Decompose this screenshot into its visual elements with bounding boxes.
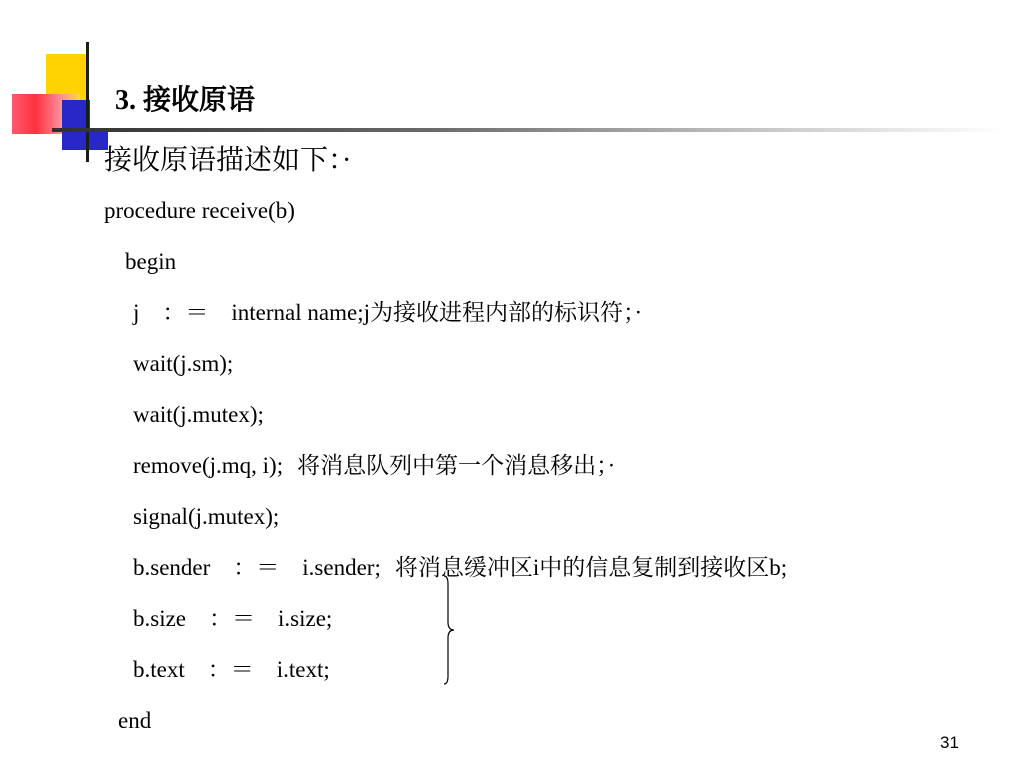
code-line-procedure: procedure receive(b) (104, 198, 295, 223)
code-comment: 将消息缓冲区i中的信息复制到接收区b; (394, 555, 788, 580)
decor-blue-square-cutout (90, 100, 108, 128)
code-line-remove (133, 452, 615, 480)
code-line-wait-sm: wait(j.sm); (133, 351, 234, 376)
code-comment: j为接收进程内部的标识符；· (363, 300, 643, 325)
code-line-text: b.text ：＝ i.text; (133, 657, 330, 682)
code-line-size: b.size ：＝ i.size; (133, 606, 333, 631)
decor-vertical-line (86, 42, 89, 162)
code-statement: j ：＝ internal name; (133, 300, 364, 325)
slide-intro: 接收原语描述如下：· (104, 145, 352, 176)
code-line-signal-mutex: signal(j.mutex); (133, 504, 280, 529)
title-underline (52, 128, 1002, 132)
slide-title: 3. 接收原语 (115, 85, 256, 116)
code-line-wait-mutex: wait(j.mutex); (133, 402, 264, 427)
code-line-sender (133, 554, 787, 582)
code-line-begin: begin (125, 249, 177, 274)
code-line-end: end (118, 708, 152, 733)
code-statement: remove(j.mq, i); (133, 453, 284, 478)
curly-brace-icon (438, 574, 458, 686)
code-line-assign-j (133, 299, 642, 327)
code-statement: b.sender ：＝ i.sender; (133, 555, 381, 580)
code-comment: 将消息队列中第一个消息移出；· (297, 453, 616, 478)
page-number: 31 (940, 733, 959, 752)
